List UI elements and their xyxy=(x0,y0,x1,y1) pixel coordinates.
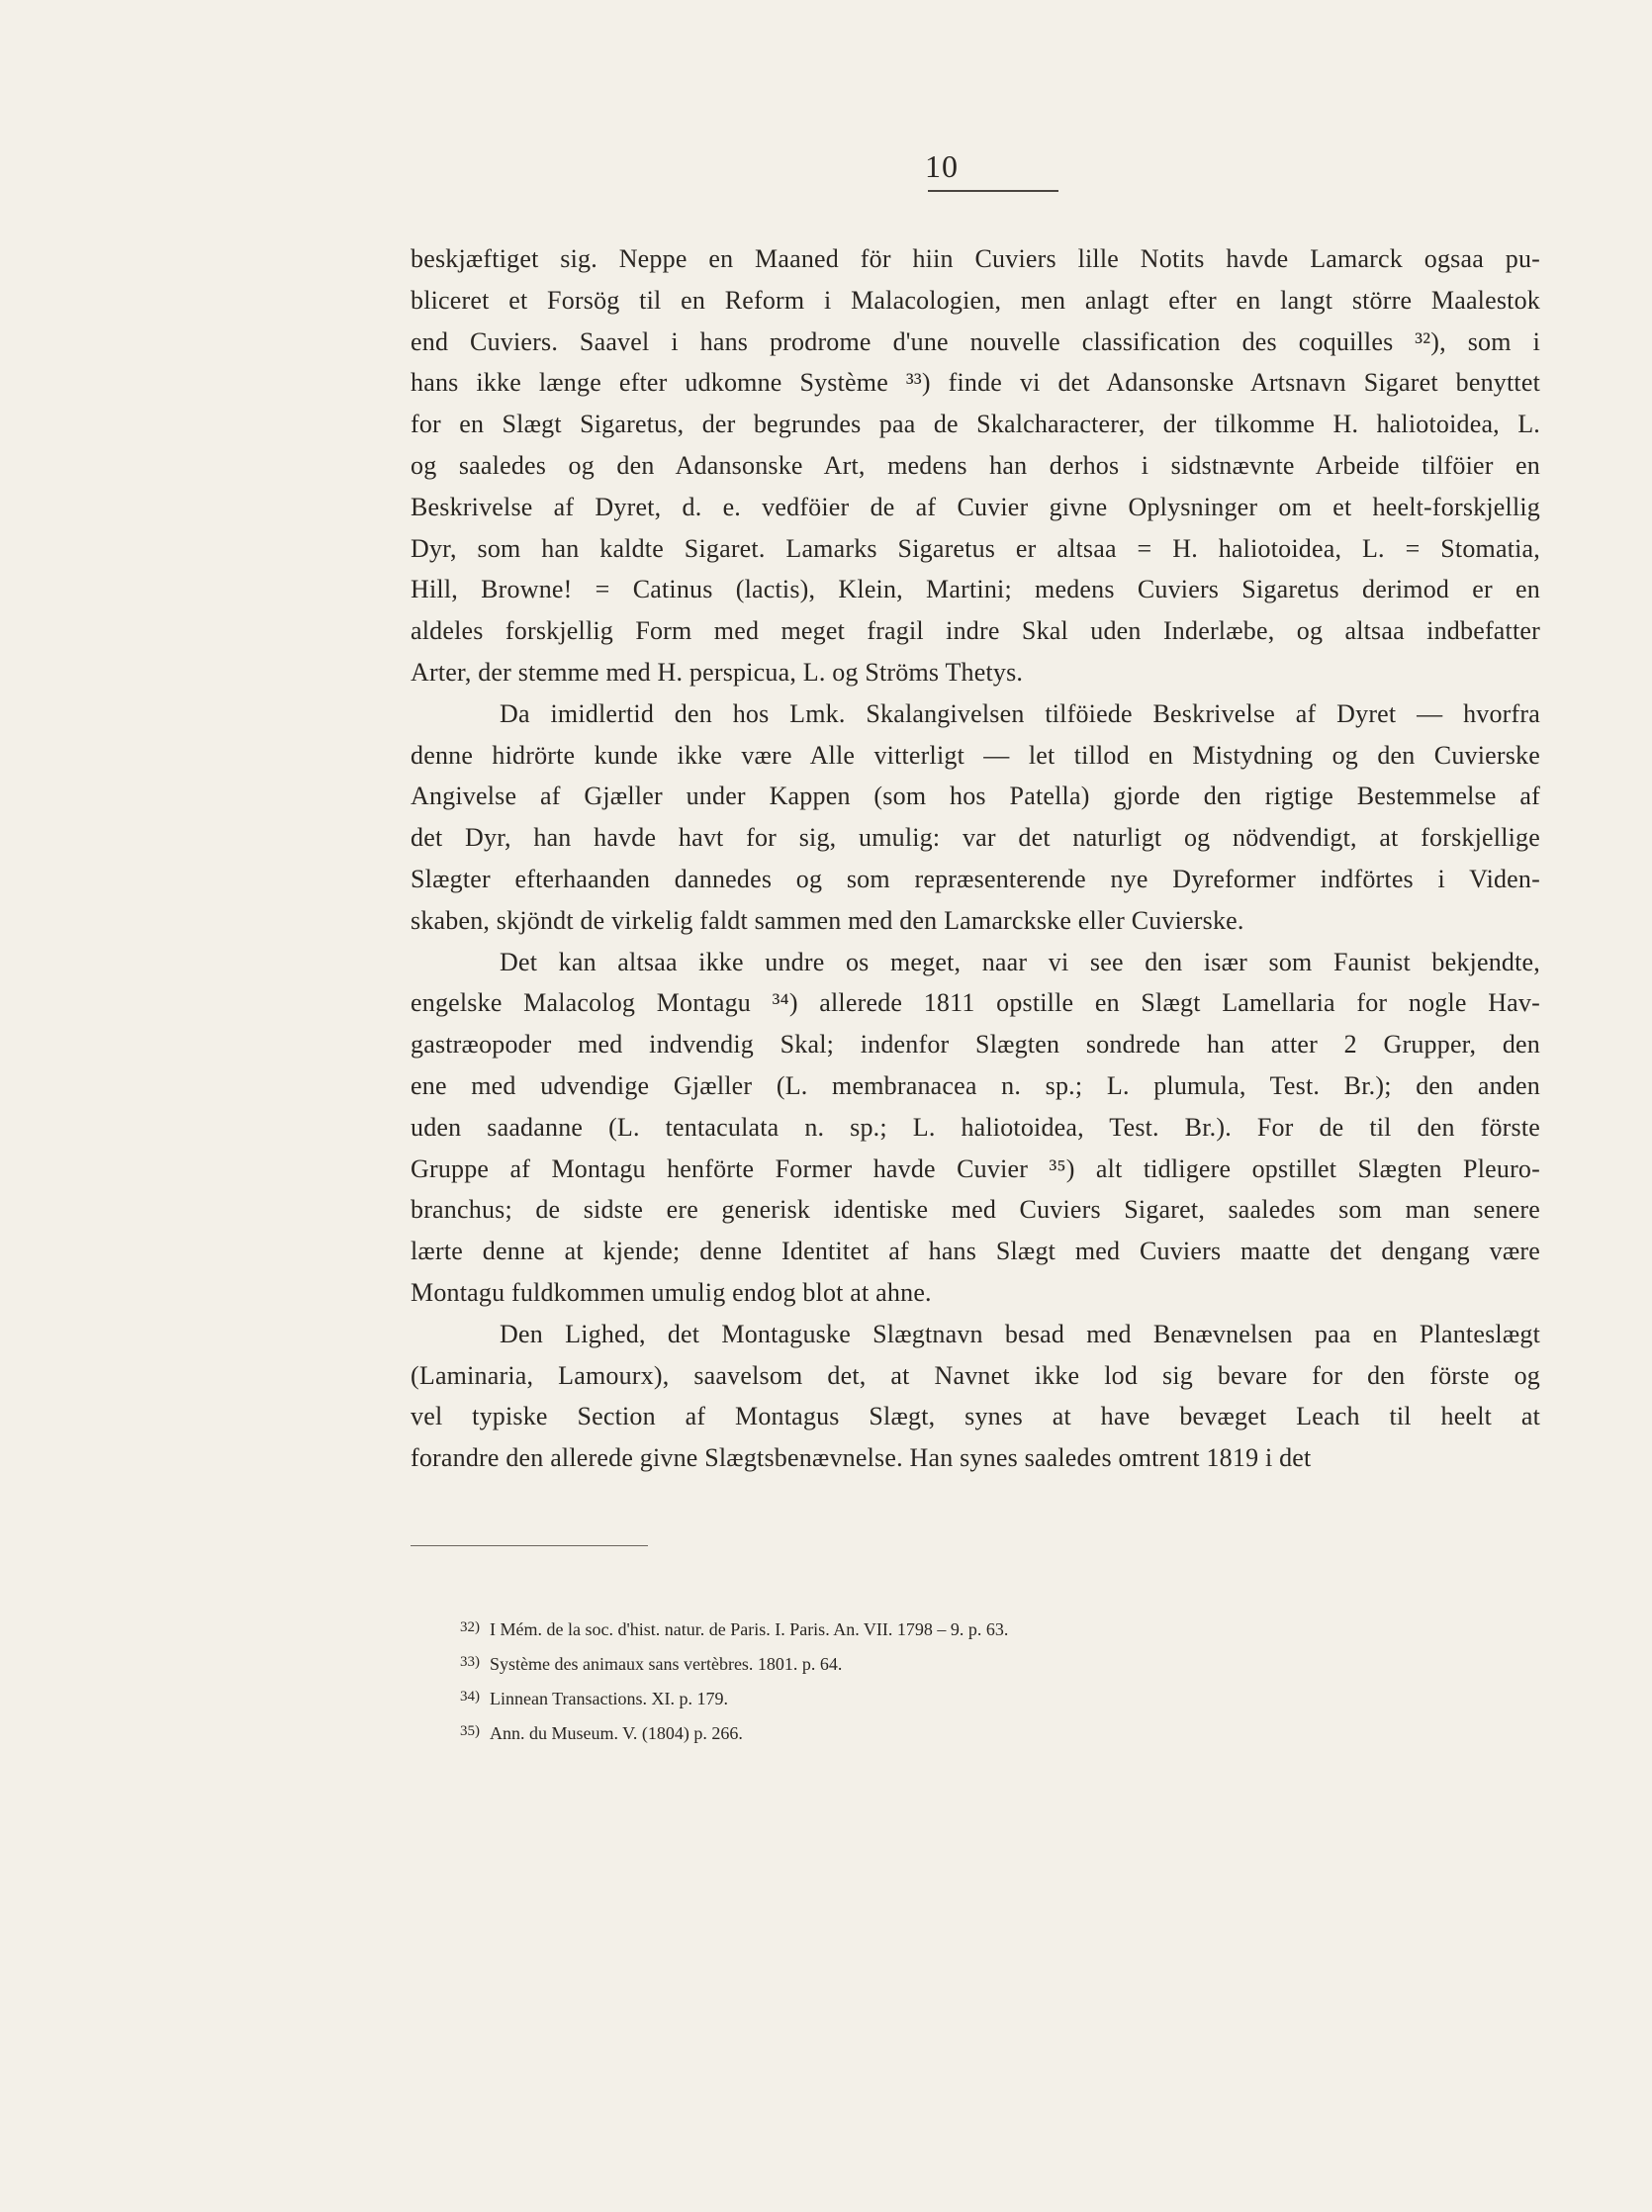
text-line: branchus; de sidste ere generisk identiske med Cuviers Sigaret, saaledes som man senere xyxy=(411,1195,1540,1225)
text-line: denne hidrörte kunde ikke være Alle vitterligt — let tillod en Mistydning og den Cuvierske xyxy=(411,740,1540,770)
text-line: Det kan altsaa ikke undre os meget, naar vi see den især som Faunist bekjendte, xyxy=(500,947,1540,976)
footnote xyxy=(460,1645,1008,1680)
footnotes xyxy=(460,1611,1008,1749)
text-line: engelske Malacolog Montagu ³⁴) allerede 1811 opstille en Slægt Lamellaria for nogle Hav- xyxy=(411,988,1540,1018)
text-line: bliceret et Forsög til en Reform i Malacologien, men anlagt efter en langt större Maalestok xyxy=(411,285,1540,315)
text-line: ene med udvendige Gjæller (L. membranacea n. sp.; L. plumula, Test. Br.); den anden xyxy=(411,1070,1540,1100)
text-line: lærte denne at kjende; denne Identitet af hans Slægt med Cuviers maatte det dengang være xyxy=(411,1237,1540,1266)
text-line: Angivelse af Gjæller under Kappen (som hos Patella) gjorde den rigtige Bestemmelse af xyxy=(411,782,1540,811)
footnote-text: I Mém. de la soc. d'hist. natur. de Paris. I. Paris. An. VII. 1798 – 9. p. 63. xyxy=(490,1619,1009,1639)
text-line: Hill, Browne! = Catinus (lactis), Klein, Martini; medens Cuviers Sigaretus derimod er en xyxy=(411,575,1540,604)
footnote-mark: 35) xyxy=(460,1723,480,1739)
text-line: Den Lighed, det Montaguske Slægtnavn besad med Benævnelsen paa en Planteslægt xyxy=(500,1319,1540,1348)
text-line: og saaledes og den Adansonske Art, medens han derhos i sidstnævnte Arbeide tilföier en xyxy=(411,450,1540,480)
text-line: Slægter efterhaanden dannedes og som repræsenterende nye Dyreformer indförtes i Viden- xyxy=(411,864,1540,893)
page-number: 10 xyxy=(925,148,959,184)
text-line: end Cuviers. Saavel i hans prodrome d'une nouvelle classification des coquilles ³²), som i xyxy=(411,326,1540,356)
footnote-mark: 32) xyxy=(460,1619,480,1635)
footnote-text: Ann. du Museum. V. (1804) p. 266. xyxy=(490,1723,743,1743)
page-number-rule xyxy=(928,190,1058,192)
footnote xyxy=(460,1714,1008,1749)
text-line: Gruppe af Montagu henförte Former havde Cuvier ³⁵) alt tidligere opstillet Slægten Pleuro- xyxy=(411,1153,1540,1183)
text-line: for en Slægt Sigaretus, der begrundes paa de Skalcharacterer, der tilkomme H. haliotoidea, L. xyxy=(411,410,1540,439)
footnote-mark: 34) xyxy=(460,1689,480,1705)
text-line: vel typiske Section af Montagus Slægt, synes at have bevæget Leach til heelt at xyxy=(411,1402,1540,1431)
text-line: Da imidlertid den hos Lmk. Skalangivelsen tilföiede Beskrivelse af Dyret — hvorfra xyxy=(500,698,1540,728)
text-line: Montagu fuldkommen umulig endog blot at ahne. xyxy=(411,1277,932,1307)
text-line: det Dyr, han havde havt for sig, umulig: var det naturligt og nödvendigt, at forskjellige xyxy=(411,823,1540,853)
footnote-mark: 33) xyxy=(460,1654,480,1670)
footnote-text: Système des animaux sans vertèbres. 1801. p. 64. xyxy=(490,1654,843,1674)
text-line: aldeles forskjellig Form med meget fragil indre Skal uden Inderlæbe, og altsaa indbefatter xyxy=(411,616,1540,646)
text-line: hans ikke længe efter udkomne Système ³³) finde vi det Adansonske Artsnavn Sigaret benyttet xyxy=(411,368,1540,398)
text-line: Beskrivelse af Dyret, d. e. vedföier de af Cuvier givne Oplysninger om et heelt-forskjellig xyxy=(411,492,1540,521)
text-line: forandre den allerede givne Slægtsbenævnelse. Han synes saaledes omtrent 1819 i det xyxy=(411,1443,1312,1473)
text-line: gastræopoder med indvendig Skal; indenfor Slægten sondrede han atter 2 Grupper, den xyxy=(411,1030,1540,1060)
footnote xyxy=(460,1680,1008,1714)
text-line: uden saadanne (L. tentaculata n. sp.; L. haliotoidea, Test. Br.). For de til den förste xyxy=(411,1112,1540,1142)
footnote-text: Linnean Transactions. XI. p. 179. xyxy=(490,1689,728,1708)
text-line: beskjæftiget sig. Neppe en Maaned för hiin Cuviers lille Notits havde Lamarck ogsaa pu- xyxy=(411,244,1540,273)
body-text xyxy=(411,238,1540,1479)
footnote-separator xyxy=(411,1545,648,1546)
text-line: (Laminaria, Lamourx), saavelsom det, at Navnet ikke lod sig bevare for den förste og xyxy=(411,1360,1540,1390)
text-line: Dyr, som han kaldte Sigaret. Lamarks Sigaretus er altsaa = H. haliotoidea, L. = Stomatia, xyxy=(411,533,1540,563)
text-line: Arter, der stemme med H. perspicua, L. og Ströms Thetys. xyxy=(411,657,1024,687)
text-line: skaben, skjöndt de virkelig faldt sammen med den Lamarckske eller Cuvierske. xyxy=(411,905,1244,935)
footnote xyxy=(460,1611,1008,1645)
